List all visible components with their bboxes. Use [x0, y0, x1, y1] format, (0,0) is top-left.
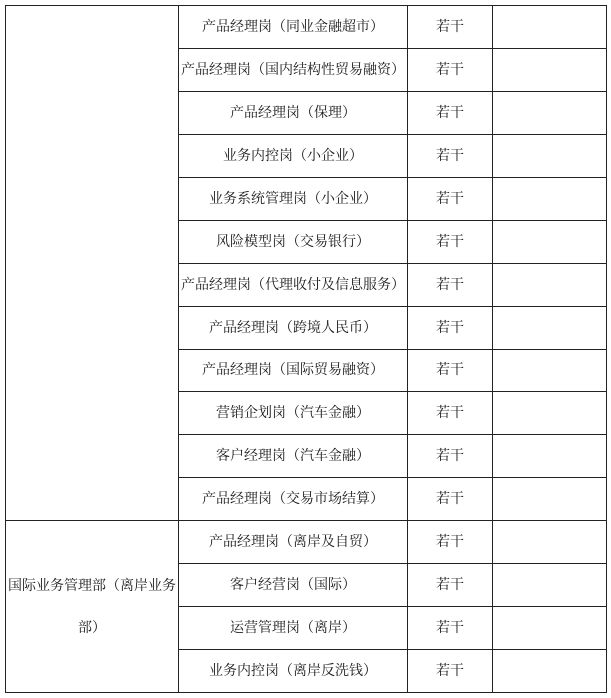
- note-cell: [493, 564, 607, 607]
- position-cell: 业务系统管理岗（小企业）: [179, 177, 408, 220]
- table-row: [6, 6, 607, 49]
- note-cell: [493, 177, 607, 220]
- count-cell: 若干: [408, 220, 493, 263]
- count-cell: 若干: [408, 650, 493, 693]
- note-cell: [493, 134, 607, 177]
- position-cell: 营销企划岗（汽车金融）: [179, 392, 408, 435]
- position-cell: 客户经营岗（国际）: [179, 564, 408, 607]
- department-cell: 国际业务管理部（离岸业务部）: [6, 521, 179, 693]
- note-cell: [493, 6, 607, 49]
- count-cell: 若干: [408, 564, 493, 607]
- table-body: [6, 6, 607, 693]
- position-cell: 客户经理岗（汽车金融）: [179, 435, 408, 478]
- recruitment-table: [5, 5, 607, 693]
- table-row: [6, 521, 607, 564]
- note-cell: [493, 263, 607, 306]
- note-cell: [493, 435, 607, 478]
- count-cell: 若干: [408, 607, 493, 650]
- count-cell: 若干: [408, 48, 493, 91]
- position-cell: 产品经理岗（同业金融超市）: [179, 6, 408, 49]
- count-cell: 若干: [408, 521, 493, 564]
- position-cell: 产品经理岗（代理收付及信息服务）: [179, 263, 408, 306]
- note-cell: [493, 91, 607, 134]
- position-cell: 产品经理岗（国际贸易融资）: [179, 349, 408, 392]
- count-cell: 若干: [408, 306, 493, 349]
- note-cell: [493, 306, 607, 349]
- note-cell: [493, 349, 607, 392]
- department-cell: [6, 6, 179, 521]
- count-cell: 若干: [408, 91, 493, 134]
- count-cell: 若干: [408, 134, 493, 177]
- count-cell: 若干: [408, 349, 493, 392]
- note-cell: [493, 220, 607, 263]
- count-cell: 若干: [408, 478, 493, 521]
- recruitment-table-container: [5, 5, 606, 693]
- position-cell: 产品经理岗（国内结构性贸易融资）: [179, 48, 408, 91]
- count-cell: 若干: [408, 177, 493, 220]
- note-cell: [493, 607, 607, 650]
- position-cell: 业务内控岗（离岸反洗钱）: [179, 650, 408, 693]
- position-cell: 产品经理岗（跨境人民币）: [179, 306, 408, 349]
- position-cell: 产品经理岗（保理）: [179, 91, 408, 134]
- note-cell: [493, 48, 607, 91]
- position-cell: 业务内控岗（小企业）: [179, 134, 408, 177]
- position-cell: 风险模型岗（交易银行）: [179, 220, 408, 263]
- note-cell: [493, 478, 607, 521]
- position-cell: 产品经理岗（交易市场结算）: [179, 478, 408, 521]
- count-cell: 若干: [408, 435, 493, 478]
- note-cell: [493, 392, 607, 435]
- position-cell: 运营管理岗（离岸）: [179, 607, 408, 650]
- note-cell: [493, 521, 607, 564]
- count-cell: 若干: [408, 6, 493, 49]
- note-cell: [493, 650, 607, 693]
- count-cell: 若干: [408, 263, 493, 306]
- position-cell: 产品经理岗（离岸及自贸）: [179, 521, 408, 564]
- count-cell: 若干: [408, 392, 493, 435]
